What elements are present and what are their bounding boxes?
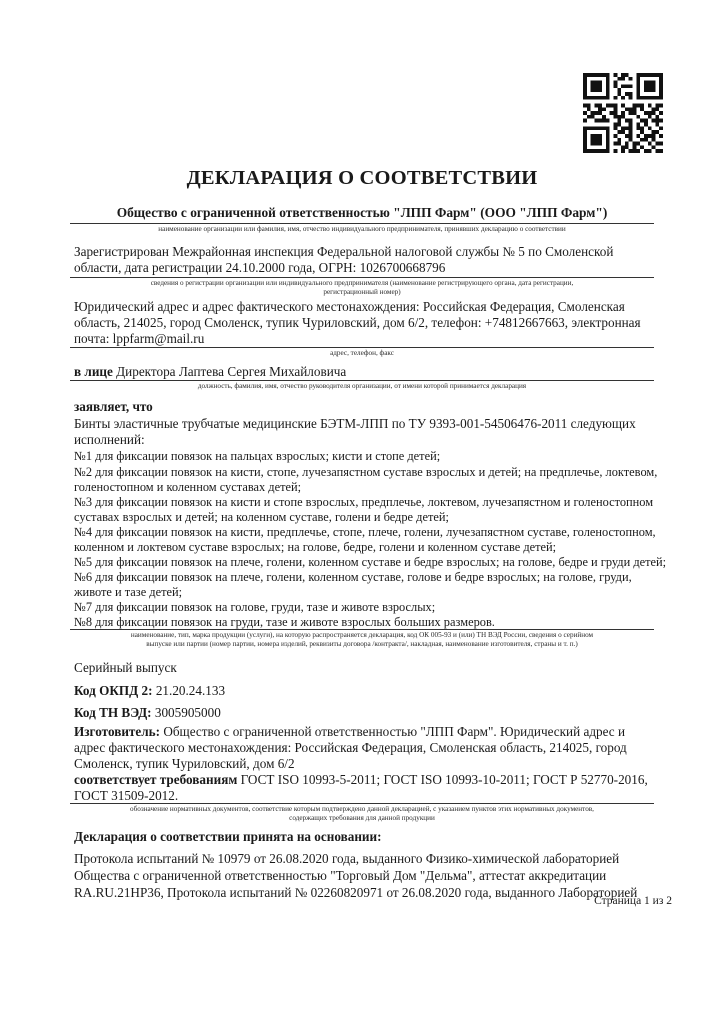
address-line-3: почта: lppfarm@mail.ru — [74, 331, 205, 346]
basis-heading: Декларация о соответствии принята на основании: — [74, 829, 382, 844]
variant-line: №1 для фиксации повязок на пальцах взрослых; кисти и стопе детей; — [74, 449, 441, 463]
standards-label: соответствует требованиям — [74, 772, 238, 787]
okpd-label: Код ОКПД 2: — [74, 683, 153, 698]
basis-line-3: RA.RU.21НР36, Протокола испытаний № 02260820971 от 26.08.2020 года, выданного Лабораторией — [74, 885, 638, 900]
variant-line: животе и тазе детей; — [74, 585, 183, 599]
address-note: адрес, телефон, факс — [330, 349, 394, 357]
representative — [74, 364, 346, 380]
variant-line: коленном и локтевом суставе взрослых; на голове, бедре, голени и коленном суставе детей; — [74, 540, 557, 554]
tnved-value: 3005905000 — [154, 705, 221, 720]
applicant-note: наименование организации или фамилия, имя, отчество индивидуального предпринимателя, принявших декларацию о соответствии — [158, 225, 566, 233]
registration-note-2: регистрационный номер) — [323, 288, 401, 296]
okpd-value: 21.20.24.133 — [155, 683, 226, 698]
product-line-2: исполнений: — [74, 432, 145, 447]
qr-code — [583, 73, 663, 153]
address-line-2: область, 214025, город Смоленск, тупик Чуриловский, дом 6/2, телефон: +74812667663, электронная — [74, 315, 641, 330]
standards-line-1 — [74, 772, 648, 788]
product-line-1: Бинты эластичные трубчатые медицинские БЭТМ-ЛПП по ТУ 9393-001-54506476-2011 следующих — [74, 416, 636, 431]
variant-line: №4 для фиксации повязок на кисти, предплечье, стопе, плече, голени, лучезапястном суставе, голеностопном, — [74, 525, 656, 539]
representative-note: должность, фамилия, имя, отчество руководителя организации, от имени которой принимается декларация — [197, 382, 527, 390]
variant-line: №3 для фиксации повязок на кисти и стопе взрослых, предплечье, локтевом, лучезапястном и голеностопном — [74, 495, 654, 509]
standards-line-2: ГОСТ 31509-2012. — [74, 788, 179, 803]
manufacturer-text: Общество с ограниченной ответственностью "ЛПП Фарм". Юридический адрес и — [160, 724, 626, 739]
product-note-1: наименование, тип, марка продукции (услуги), на которую распространяется декларация, код ОК 005-93 и (или) ТН ВЭД России, сведения о серийном — [130, 631, 594, 639]
basis-line-1: Протокола испытаний № 10979 от 26.08.2020 года, выданного Физико-химической лабораторией — [74, 851, 620, 866]
tnved-label: Код ТН ВЭД: — [74, 705, 152, 720]
serial-release: Серийный выпуск — [74, 660, 177, 675]
divider — [70, 803, 654, 804]
variant-line: суставах взрослых и детей; на коленном суставе, голени и бедре детей; — [74, 510, 449, 524]
address-line-1: Юридический адрес и адрес фактического местонахождения: Российская Федерация, Смоленская — [74, 299, 625, 314]
variant-line: №6 для фиксации повязок на плече, голени, коленном суставе, голове и бедре взрослых; на голове, груди, — [74, 570, 632, 584]
divider — [70, 380, 654, 381]
page-number: Страница 1 из 2 — [594, 895, 672, 907]
divider — [70, 223, 654, 224]
manufacturer-line-3: Смоленск, тупик Чуриловский, дом 6/2 — [74, 756, 295, 771]
manufacturer-line-2: адрес фактического местонахождения: Российская Федерация, Смоленская область, 214025, город — [74, 740, 627, 755]
standards-note-1: обозначение нормативных документов, соответствие которым подтверждено данной декларацией, с указанием пунктов этих нормативных документов, — [130, 805, 594, 813]
standards-text: ГОСТ ISO 10993-5-2011; ГОСТ ISO 10993-10-2011; ГОСТ Р 52770-2016, — [237, 772, 648, 787]
variant-line: №8 для фиксации повязок на груди, тазе и животе взрослых больших размеров. — [74, 615, 495, 629]
standards-note-2: содержащих требования для данной продукции — [289, 814, 435, 822]
representative-text: Директора Лаптева Сергея Михайловича — [116, 364, 347, 379]
divider — [70, 629, 654, 630]
manufacturer-label: Изготовитель: — [74, 724, 161, 739]
okpd-code — [74, 683, 225, 699]
registration-note-1: сведения о регистрации организации или индивидуального предпринимателя (наименование регистрирующего органа, дата регистрации, — [150, 279, 574, 287]
basis-line-2: Общества с ограниченной ответственностью "Торговый Дом "Дельма", аттестат аккредитации — [74, 868, 607, 883]
registration-line-2: области, дата регистрации 24.10.2000 года, ОГРН: 1026700668796 — [74, 260, 446, 275]
product-note-2: выпуске или партии (номер партии, номера изделий, реквизиты договора /контракта/, накладная, наименование изготовителя, страны и т. п.) — [146, 640, 578, 648]
divider — [70, 277, 654, 278]
tnved-code — [74, 705, 221, 721]
applicant-name: Общество с ограниченной ответственностью "ЛПП Фарм" (ООО "ЛПП Фарм") — [116, 205, 608, 220]
variant-line: №5 для фиксации повязок на плече, голени, коленном суставе и бедре взрослых; на голове, бедре и груди детей; — [74, 555, 667, 569]
manufacturer-line-1 — [74, 724, 625, 740]
variant-line: №2 для фиксации повязок на кисти, стопе, лучезапястном суставе взрослых и детей; на предплечье, локтевом, — [74, 465, 658, 479]
representative-prefix: в лице — [74, 364, 113, 379]
document-title: ДЕКЛАРАЦИЯ О СООТВЕТСТВИИ — [186, 167, 538, 189]
divider — [70, 347, 654, 348]
registration-line-1: Зарегистрирован Межрайонная инспекция Федеральной налоговой службы № 5 по Смоленской — [74, 244, 614, 259]
variant-line: голеностопном и коленном суставах детей; — [74, 480, 302, 494]
declares-label: заявляет, что — [74, 399, 153, 414]
variant-line: №7 для фиксации повязок на голове, груди, тазе и животе взрослых; — [74, 600, 436, 614]
